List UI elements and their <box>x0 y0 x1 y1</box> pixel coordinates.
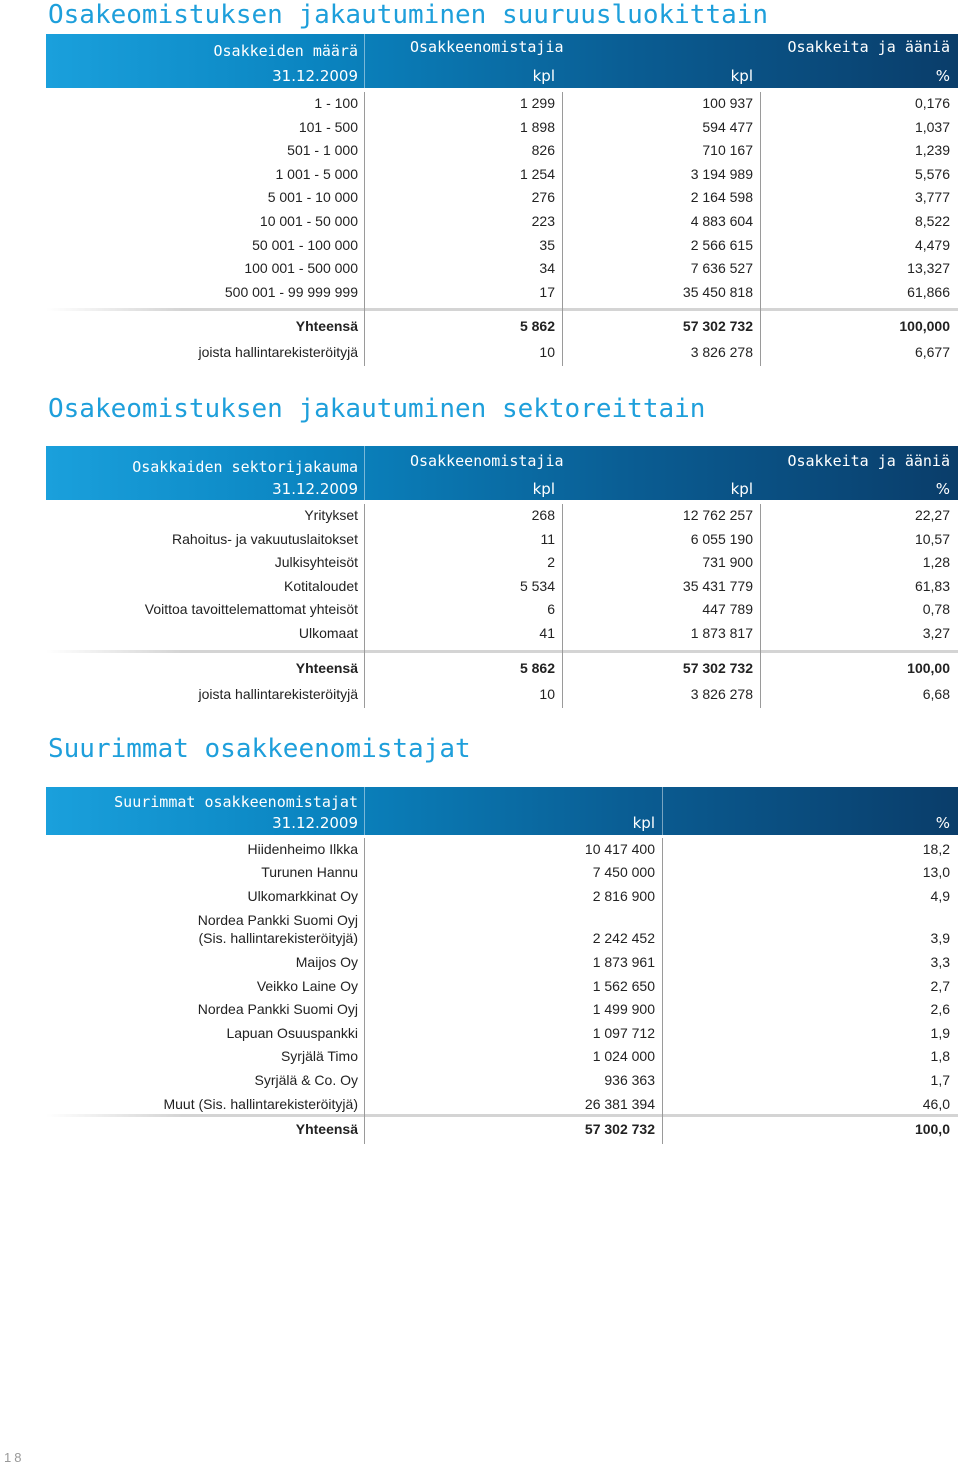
table-row <box>0 139 960 163</box>
section2-title: Osakeomistuksen jakautuminen sektoreittain <box>48 394 706 424</box>
table-row <box>0 951 960 975</box>
table-cell: 10,57 <box>914 530 950 547</box>
table-cell: Syrjälä Timo <box>280 1048 358 1064</box>
table-row <box>0 1118 960 1142</box>
table-cell: 3,777 <box>914 189 950 206</box>
row-separator <box>46 650 958 653</box>
table-cell: 731 900 <box>702 554 753 571</box>
section3-header <box>0 787 960 835</box>
table-cell: 5 862 <box>519 659 555 676</box>
table-row <box>0 1022 960 1046</box>
table-cell: 12 762 257 <box>682 507 753 523</box>
table-cell: 1 299 <box>519 95 555 111</box>
col-date: 31.12.2009 <box>272 480 358 498</box>
table-cell: 2 816 900 <box>592 888 655 904</box>
table-cell: 17 <box>539 283 555 300</box>
table-cell: 100,000 <box>899 318 950 335</box>
unit-kpl-shareholders: kpl <box>532 67 555 85</box>
col-label-shares-votes: Osakkeita ja ääniä <box>787 452 950 470</box>
table-cell: 10 417 400 <box>584 841 655 857</box>
table-row <box>0 1069 960 1093</box>
table-cell: 3,3 <box>930 954 950 970</box>
table-cell: Maijos Oy <box>295 954 358 970</box>
table-row <box>0 281 960 305</box>
table-cell: 6,677 <box>914 344 950 361</box>
table-row <box>0 504 960 528</box>
table-cell: Rahoitus- ja vakuutuslaitokset <box>172 530 358 547</box>
table-cell: 2 242 452 <box>592 930 655 946</box>
table-cell: 5 534 <box>519 577 555 594</box>
table-row <box>0 1045 960 1069</box>
table-cell: 46,0 <box>922 1096 950 1112</box>
table-cell: 276 <box>531 189 555 206</box>
table-cell: 2 <box>547 554 555 571</box>
table-row <box>0 186 960 210</box>
table-cell: 61,83 <box>914 577 950 594</box>
column-divider <box>760 504 761 708</box>
table-cell: 100,0 <box>914 1121 950 1137</box>
table-cell: 1 499 900 <box>592 1001 655 1017</box>
unit-percent: % <box>935 814 950 832</box>
table-cell: 3,9 <box>930 930 950 946</box>
table-cell: (Sis. hallintarekisteröityjä) <box>198 930 358 946</box>
table-cell: 1 562 650 <box>592 978 655 994</box>
table-cell: 10 <box>539 685 555 702</box>
column-divider <box>562 92 563 366</box>
column-divider <box>364 92 365 366</box>
section1-header <box>0 34 960 88</box>
table-cell: Ulkomaat <box>298 625 358 641</box>
table-cell: 3 826 278 <box>690 685 753 702</box>
table-cell: 500 001 - 99 999 999 <box>224 283 358 300</box>
col-label-shareholders: Osakkeenomistajia <box>410 452 564 470</box>
table-row <box>0 234 960 258</box>
unit-kpl-shares: kpl <box>632 814 655 832</box>
table-cell: 1 254 <box>519 165 555 182</box>
unit-percent: % <box>935 480 950 498</box>
col-label-sector: Osakkaiden sektorijakauma <box>132 458 358 476</box>
table-cell: 35 <box>539 236 555 253</box>
table-cell: 2,6 <box>930 1001 950 1017</box>
table-cell: 1,037 <box>914 118 950 135</box>
table-cell: 57 302 732 <box>682 659 753 676</box>
table-cell: Syrjälä & Co. Oy <box>254 1072 358 1088</box>
table-cell: 3 194 989 <box>690 165 753 182</box>
unit-kpl-shares: kpl <box>730 480 753 498</box>
table-cell: 1,239 <box>914 142 950 159</box>
table-cell: 594 477 <box>702 118 753 135</box>
column-divider <box>364 838 365 1144</box>
table-cell: joista hallintarekisteröityjä <box>198 344 358 361</box>
table-cell: 2,7 <box>930 978 950 994</box>
table-cell: Nordea Pankki Suomi Oyj <box>197 912 358 928</box>
table-row <box>0 838 960 862</box>
table-cell: 50 001 - 100 000 <box>252 236 358 253</box>
table-cell: 13,0 <box>922 864 950 880</box>
table-cell: 26 381 394 <box>584 1096 655 1112</box>
table-cell: 101 - 500 <box>298 118 358 135</box>
table-cell: 3,27 <box>922 625 950 641</box>
table-cell: 35 450 818 <box>682 283 753 300</box>
section1-title: Osakeomistuksen jakautuminen suuruusluokittain <box>48 0 769 30</box>
table-row <box>0 998 960 1022</box>
table-cell: 5,576 <box>914 165 950 182</box>
table-cell: 10 001 - 50 000 <box>259 213 358 229</box>
table-cell: joista hallintarekisteröityjä <box>198 685 358 702</box>
table-cell: 100 937 <box>702 95 753 111</box>
table-cell: 1 - 100 <box>314 95 358 111</box>
col-label-shareholders: Osakkeenomistajia <box>410 38 564 56</box>
table-cell: Hiidenheimo Ilkka <box>247 841 358 857</box>
table-cell: 1,7 <box>930 1072 950 1088</box>
table-cell: Nordea Pankki Suomi Oyj <box>197 1001 358 1017</box>
table-cell: 1 001 - 5 000 <box>275 165 358 182</box>
unit-percent: % <box>935 67 950 85</box>
column-divider <box>562 504 563 708</box>
col-label-shares-votes: Osakkeita ja ääniä <box>787 38 950 56</box>
column-divider <box>364 504 365 708</box>
table-cell: 6 <box>547 601 555 618</box>
unit-kpl-shareholders: kpl <box>532 480 555 498</box>
table-cell: 7 636 527 <box>690 260 753 277</box>
table-cell: 268 <box>531 507 555 523</box>
table-cell: Yhteensä <box>295 1121 358 1137</box>
row-separator <box>46 1114 958 1117</box>
table-cell: Ulkomarkkinat Oy <box>247 888 358 904</box>
table-cell: Julkisyhteisöt <box>274 554 358 571</box>
col-label-largest: Suurimmat osakkeenomistajat <box>114 793 358 811</box>
table-cell: 1 097 712 <box>592 1025 655 1041</box>
table-cell: 501 - 1 000 <box>287 142 358 159</box>
table-cell: 6,68 <box>922 685 950 702</box>
table-row <box>0 1093 960 1117</box>
table-cell: 1,9 <box>930 1025 950 1041</box>
table-cell: 447 789 <box>702 601 753 618</box>
table-row <box>0 315 960 339</box>
table-cell: 10 <box>539 344 555 361</box>
col-date: 31.12.2009 <box>272 67 358 85</box>
section2-header <box>0 446 960 500</box>
table-cell: Veikko Laine Oy <box>256 978 358 994</box>
table-cell: Yritykset <box>304 507 358 523</box>
table-cell: 2 164 598 <box>690 189 753 206</box>
table-cell: 1,28 <box>922 554 950 571</box>
table-cell: 1 873 817 <box>690 625 753 641</box>
table-cell: 2 566 615 <box>690 236 753 253</box>
table-row <box>0 528 960 552</box>
table-row <box>0 92 960 116</box>
table-cell: Yhteensä <box>295 659 358 676</box>
table-row <box>0 341 960 365</box>
table-cell: Muut (Sis. hallintarekisteröityjä) <box>163 1096 358 1112</box>
table-row <box>0 163 960 187</box>
table-row <box>0 885 960 909</box>
col-date: 31.12.2009 <box>272 814 358 832</box>
table-cell: 13,327 <box>907 260 950 277</box>
table-cell: 8,522 <box>914 213 950 229</box>
table-cell: 100,00 <box>907 659 950 676</box>
table-cell: 3 826 278 <box>690 344 753 361</box>
unit-kpl-shares: kpl <box>730 67 753 85</box>
table-cell: 7 450 000 <box>592 864 655 880</box>
table-cell: 223 <box>531 213 555 229</box>
table-cell: 1 898 <box>519 118 555 135</box>
table-row <box>0 257 960 281</box>
table-row <box>0 861 960 885</box>
table-row <box>0 551 960 575</box>
table-row <box>0 975 960 999</box>
section3-title: Suurimmat osakkeenomistajat <box>48 734 471 764</box>
table-cell: 4,479 <box>914 236 950 253</box>
column-divider <box>760 92 761 366</box>
table-cell: 100 001 - 500 000 <box>244 260 358 277</box>
table-row <box>0 657 960 681</box>
table-cell: 57 302 732 <box>682 318 753 335</box>
table-cell: 710 167 <box>702 142 753 159</box>
table-row <box>0 575 960 599</box>
table-row <box>0 116 960 140</box>
table-cell: 6 055 190 <box>690 530 753 547</box>
table-cell: 22,27 <box>914 507 950 523</box>
table-cell: 61,866 <box>907 283 950 300</box>
column-divider <box>662 838 663 1144</box>
table-cell: 1 024 000 <box>592 1048 655 1064</box>
table-cell: Lapuan Osuuspankki <box>226 1025 358 1041</box>
table-row <box>0 683 960 707</box>
table-cell: Yhteensä <box>295 318 358 335</box>
table-row <box>0 598 960 622</box>
table-cell: 11 <box>540 530 555 547</box>
table-row <box>0 622 960 646</box>
row-separator <box>46 308 958 311</box>
table-row <box>0 210 960 234</box>
table-cell: 4,9 <box>930 888 950 904</box>
table-cell: 35 431 779 <box>682 577 753 594</box>
table-cell: 936 363 <box>604 1072 655 1088</box>
table-cell: 0,78 <box>922 601 950 618</box>
table-cell: 57 302 732 <box>584 1121 655 1137</box>
table-cell: Turunen Hannu <box>261 864 358 880</box>
table-cell: 1,8 <box>930 1048 950 1064</box>
table-cell: 34 <box>539 260 555 277</box>
page-number: 18 <box>4 1450 25 1465</box>
table-cell: 41 <box>539 625 555 641</box>
table-cell: 826 <box>531 142 555 159</box>
table-cell: Voittoa tavoittelemattomat yhteisöt <box>144 601 358 618</box>
table-cell: 5 862 <box>519 318 555 335</box>
table-cell: 5 001 - 10 000 <box>267 189 358 206</box>
table-cell: 18,2 <box>922 841 950 857</box>
table-cell: Kotitaloudet <box>284 577 358 594</box>
table-cell: 0,176 <box>914 95 950 111</box>
table-cell: 1 873 961 <box>592 954 655 970</box>
table-cell: 4 883 604 <box>690 213 753 229</box>
col-label-share-count: Osakkeiden määrä <box>213 42 358 60</box>
table-row <box>0 927 960 951</box>
